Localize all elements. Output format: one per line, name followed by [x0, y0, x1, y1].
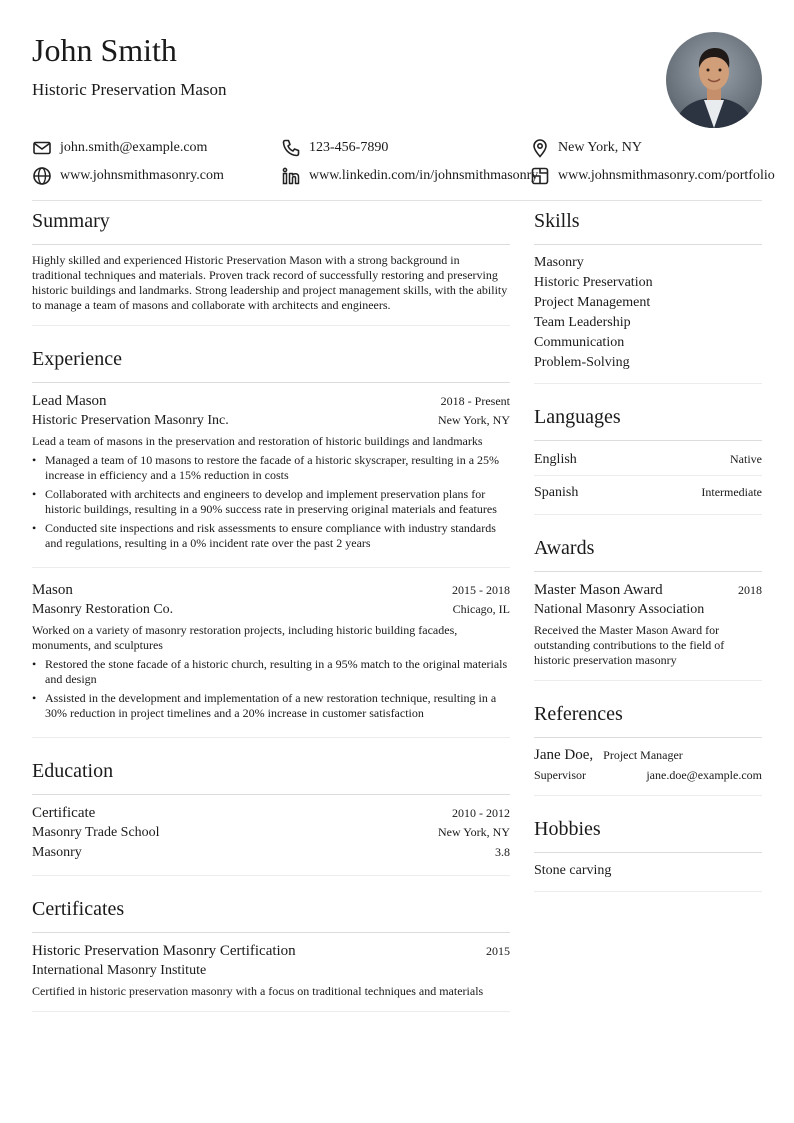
language-name: Spanish	[534, 485, 579, 500]
skill-item: Project Management	[534, 295, 651, 310]
experience-heading: Experience	[32, 344, 510, 383]
education-section	[32, 803, 510, 876]
certificate-description: Certified in historic preservation masonry with a focus on traditional techniques and materials	[32, 984, 484, 998]
hobbies-heading: Hobbies	[534, 814, 762, 853]
experience-dates: 2015 - 2018	[452, 583, 510, 597]
experience-location: New York, NY	[437, 413, 510, 427]
education-gpa: 3.8	[495, 845, 510, 859]
linkedin-icon	[281, 166, 301, 186]
experience-bullets	[32, 453, 510, 551]
map-pin-icon	[530, 138, 550, 158]
certificate-year: 2015	[486, 944, 510, 958]
education-dates: 2010 - 2012	[452, 806, 510, 820]
experience-bullets	[32, 657, 510, 721]
language-row	[534, 475, 762, 508]
education-heading: Education	[32, 756, 510, 795]
experience-role: Lead Mason	[32, 393, 107, 409]
certificate-entry	[32, 941, 510, 1011]
profile-photo	[666, 32, 762, 128]
summary-text: Highly skilled and experienced Historic Preservation Mason with a strong background in traditional techniques and materials. Proven track record of successfully restoring and preserving historic buildings and landmarks. Strong leadership and project management skills, with the ability to manage a team of masons and collaborate with architects and engineers.	[32, 253, 508, 312]
award-issuer: National Masonry Association	[534, 602, 705, 617]
awards-heading: Awards	[534, 533, 762, 572]
skill-item: Team Leadership	[534, 315, 631, 330]
skills-heading: Skills	[534, 206, 762, 245]
education-location: New York, NY	[437, 825, 510, 839]
education-degree: Certificate	[32, 805, 96, 821]
bullet-item: • Conducted site inspections and risk assessments to ensure compliance with industry standards and regulations, resulting in a 0% incident rate over the past 2 years	[45, 521, 510, 551]
header-divider	[32, 200, 762, 201]
language-level: Native	[730, 452, 762, 466]
skills-section	[534, 253, 762, 384]
awards-section	[534, 580, 762, 681]
experience-entry	[32, 391, 510, 567]
bullet-item: • Managed a team of 10 masons to restore the facade of a historic skyscraper, resulting in a 25% increase in efficiency and a 15% reduction in costs	[45, 453, 510, 483]
skill-item: Masonry	[534, 255, 584, 270]
resume-header	[32, 30, 227, 100]
language-name: English	[534, 452, 577, 467]
contact-portfolio[interactable]	[530, 166, 775, 186]
envelope-icon	[32, 138, 52, 158]
language-level: Intermediate	[701, 485, 762, 499]
education-school: Masonry Trade School	[32, 825, 160, 840]
skill-item: Problem-Solving	[534, 355, 630, 370]
bullet-item: • Assisted in the development and implementation of a new restoration technique, resulting in a 30% reduction in project timelines and a 20% increase in customer satisfaction	[45, 691, 510, 721]
contact-linkedin[interactable]	[281, 166, 539, 186]
certificate-name: Historic Preservation Masonry Certification	[32, 943, 296, 959]
reference-name: Jane Doe,	[534, 747, 594, 763]
hobbies-section	[534, 861, 762, 892]
reference-entry	[534, 746, 762, 795]
contact-website[interactable]	[32, 166, 281, 186]
languages-section	[534, 449, 762, 515]
certificate-issuer: International Masonry Institute	[32, 963, 207, 978]
certificates-section	[32, 941, 510, 1012]
award-entry	[534, 580, 762, 680]
skill-item: Historic Preservation	[534, 275, 653, 290]
experience-company: Masonry Restoration Co.	[32, 602, 174, 617]
phone-icon	[281, 138, 301, 158]
portfolio-text[interactable]: www.johnsmithmasonry.com/portfolio	[558, 168, 775, 183]
certificates-heading: Certificates	[32, 894, 510, 933]
contact-phone[interactable]	[281, 138, 530, 158]
references-heading: References	[534, 699, 762, 738]
contact-row	[32, 134, 792, 162]
contact-info	[32, 134, 792, 190]
experience-role: Mason	[32, 582, 73, 598]
contact-email[interactable]	[32, 138, 281, 158]
globe-icon	[32, 166, 52, 186]
experience-description: Lead a team of masons in the preservation and restoration of historic buildings and landmarks	[32, 434, 483, 448]
email-text[interactable]: john.smith@example.com	[60, 140, 208, 155]
linkedin-text[interactable]: www.linkedin.com/in/johnsmithmasonry	[309, 168, 539, 183]
references-section	[534, 746, 762, 796]
award-name: Master Mason Award	[534, 582, 663, 598]
main-column	[32, 206, 510, 1030]
reference-relation: Supervisor	[534, 768, 586, 782]
award-description: Received the Master Mason Award for outstanding contributions to the field of historic preservation masonry	[534, 623, 725, 667]
summary-section	[32, 253, 510, 326]
summary-heading: Summary	[32, 206, 510, 245]
hobby-item: Stone carving	[534, 863, 612, 878]
experience-entry	[32, 567, 510, 737]
reference-position: Project Manager	[603, 748, 683, 762]
education-entry	[32, 803, 510, 875]
portfolio-icon	[530, 166, 550, 186]
contact-row	[32, 162, 792, 190]
side-column	[534, 206, 762, 910]
bullet-item: • Collaborated with architects and engineers to develop and implement preservation plans for historic buildings, resulting in a 90% success rate in preserving original materials and features	[45, 487, 510, 517]
phone-text[interactable]: 123-456-7890	[309, 140, 389, 155]
award-year: 2018	[738, 583, 762, 597]
skill-item: Communication	[534, 335, 625, 350]
job-title: Historic Preservation Mason	[32, 80, 227, 99]
experience-company: Historic Preservation Masonry Inc.	[32, 413, 229, 428]
experience-description: Worked on a variety of masonry restoration projects, including historic building facades, monuments, and sculptures	[32, 623, 458, 652]
reference-email[interactable]: jane.doe@example.com	[646, 768, 762, 782]
experience-location: Chicago, IL	[452, 602, 510, 616]
language-row	[534, 449, 762, 475]
experience-dates: 2018 - Present	[440, 394, 510, 408]
bullet-item: • Restored the stone facade of a historic church, resulting in a 95% match to the original materials and design	[45, 657, 510, 687]
contact-location	[530, 138, 642, 158]
experience-section	[32, 391, 510, 738]
languages-heading: Languages	[534, 402, 762, 441]
location-text: New York, NY	[558, 140, 643, 155]
education-field: Masonry	[32, 845, 82, 860]
website-text[interactable]: www.johnsmithmasonry.com	[60, 168, 224, 183]
full-name: John Smith	[32, 32, 177, 68]
